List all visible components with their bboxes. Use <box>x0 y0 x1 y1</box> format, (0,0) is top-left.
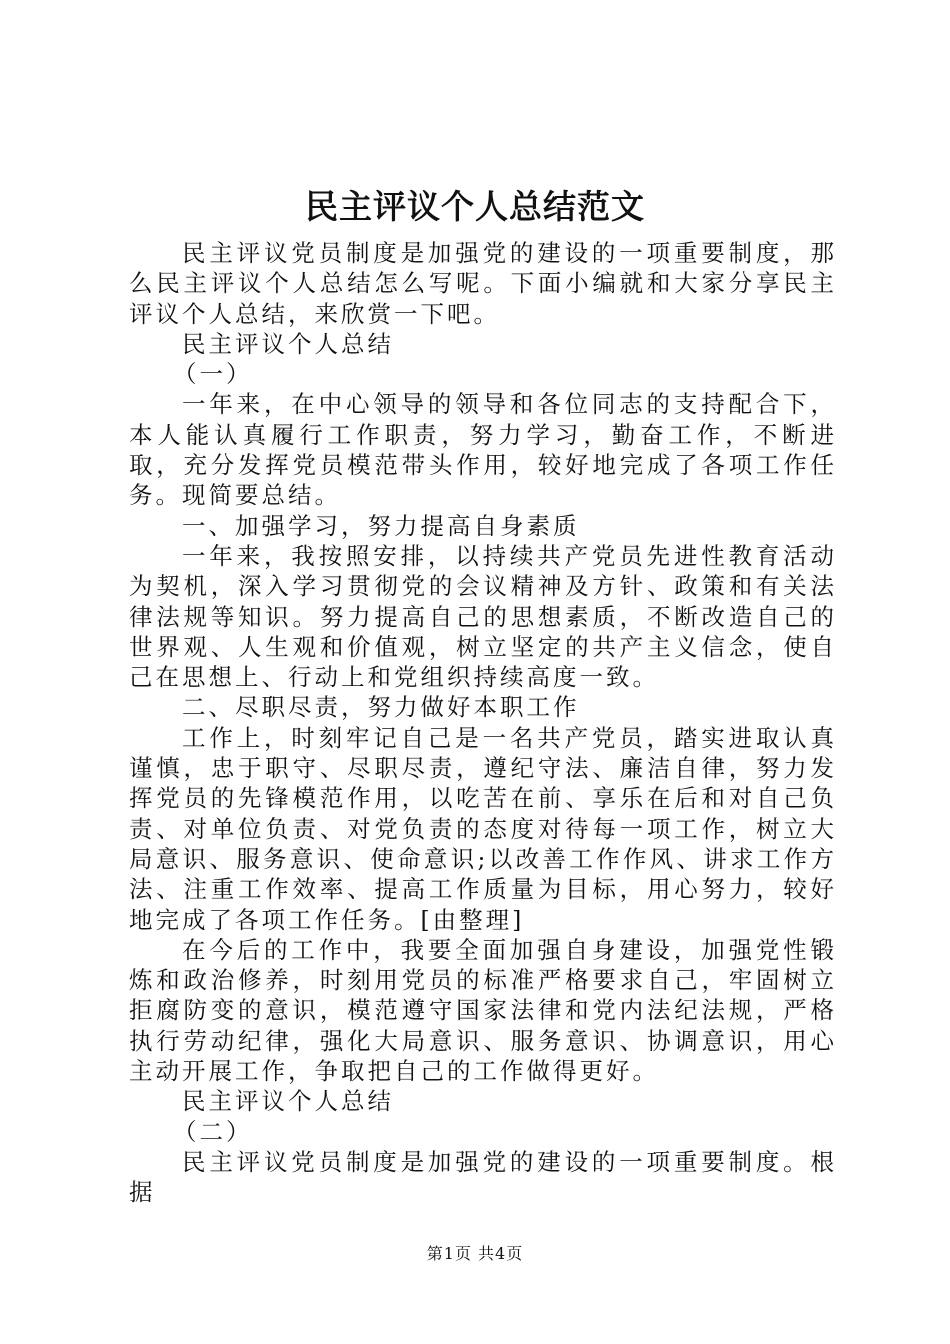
paragraph: 一年来，在中心领导的领导和各位同志的支持配合下，本人能认真履行工作职责，努力学习，勤奋工作，不断进取，充分发挥党员模范带头作用，较好地完成了各项工作任务。现简要总结。 <box>129 390 837 510</box>
paragraph: 民主评议党员制度是加强党的建设的一项重要制度，那么民主评议个人总结怎么写呢。下面小编就和大家分享民主评议个人总结，来欣赏一下吧。 <box>129 239 837 328</box>
paragraph: 工作上，时刻牢记自己是一名共产党员，踏实进取认真谨慎，忠于职守、尽职尽责，遵纪守法、廉洁自律，努力发挥党员的先锋模范作用，以吃苦在前、享乐在后和对自己负责、对单位负责、对党负责的态度对待每一项工作，树立大局意识、服务意识、使命意识;以改善工作作风、讲求工作方法、注重工作效率、提高工作质量为目标，用心努力，较好地完成了各项工作任务。[由整理] <box>129 723 837 934</box>
section-heading: 二、尽职尽责，努力做好本职工作 <box>182 693 580 722</box>
page-footer: 第1页 共4页 <box>426 1244 524 1263</box>
section-heading: 一、加强学习，努力提高自身素质 <box>182 511 580 540</box>
paragraph: 在今后的工作中，我要全面加强自身建设，加强党性锻炼和政治修养，时刻用党员的标准严格要求自己，牢固树立拒腐防变的意识，模范遵守国家法律和党内法纪法规，严格执行劳动纪律，强化大局意识、服务意识、协调意识，用心主动开展工作，争取把自己的工作做得更好。 <box>129 935 837 1086</box>
section-number: （二） <box>173 1117 253 1146</box>
section-heading: 民主评议个人总结 <box>182 1087 394 1116</box>
section-heading: 民主评议个人总结 <box>182 329 394 358</box>
paragraph: 民主评议党员制度是加强党的建设的一项重要制度。根据 <box>129 1147 837 1207</box>
document-title: 民主评议个人总结范文 <box>305 187 645 226</box>
section-number: （一） <box>173 360 253 389</box>
document-body <box>129 238 837 1208</box>
paragraph: 一年来，我按照安排，以持续共产党员先进性教育活动为契机，深入学习贯彻党的会议精神及方针、政策和有关法律法规等知识。努力提高自己的思想素质，不断改造自己的世界观、人生观和价值观，树立坚定的共产主义信念，使自己在思想上、行动上和党组织持续高度一致。 <box>129 541 837 692</box>
